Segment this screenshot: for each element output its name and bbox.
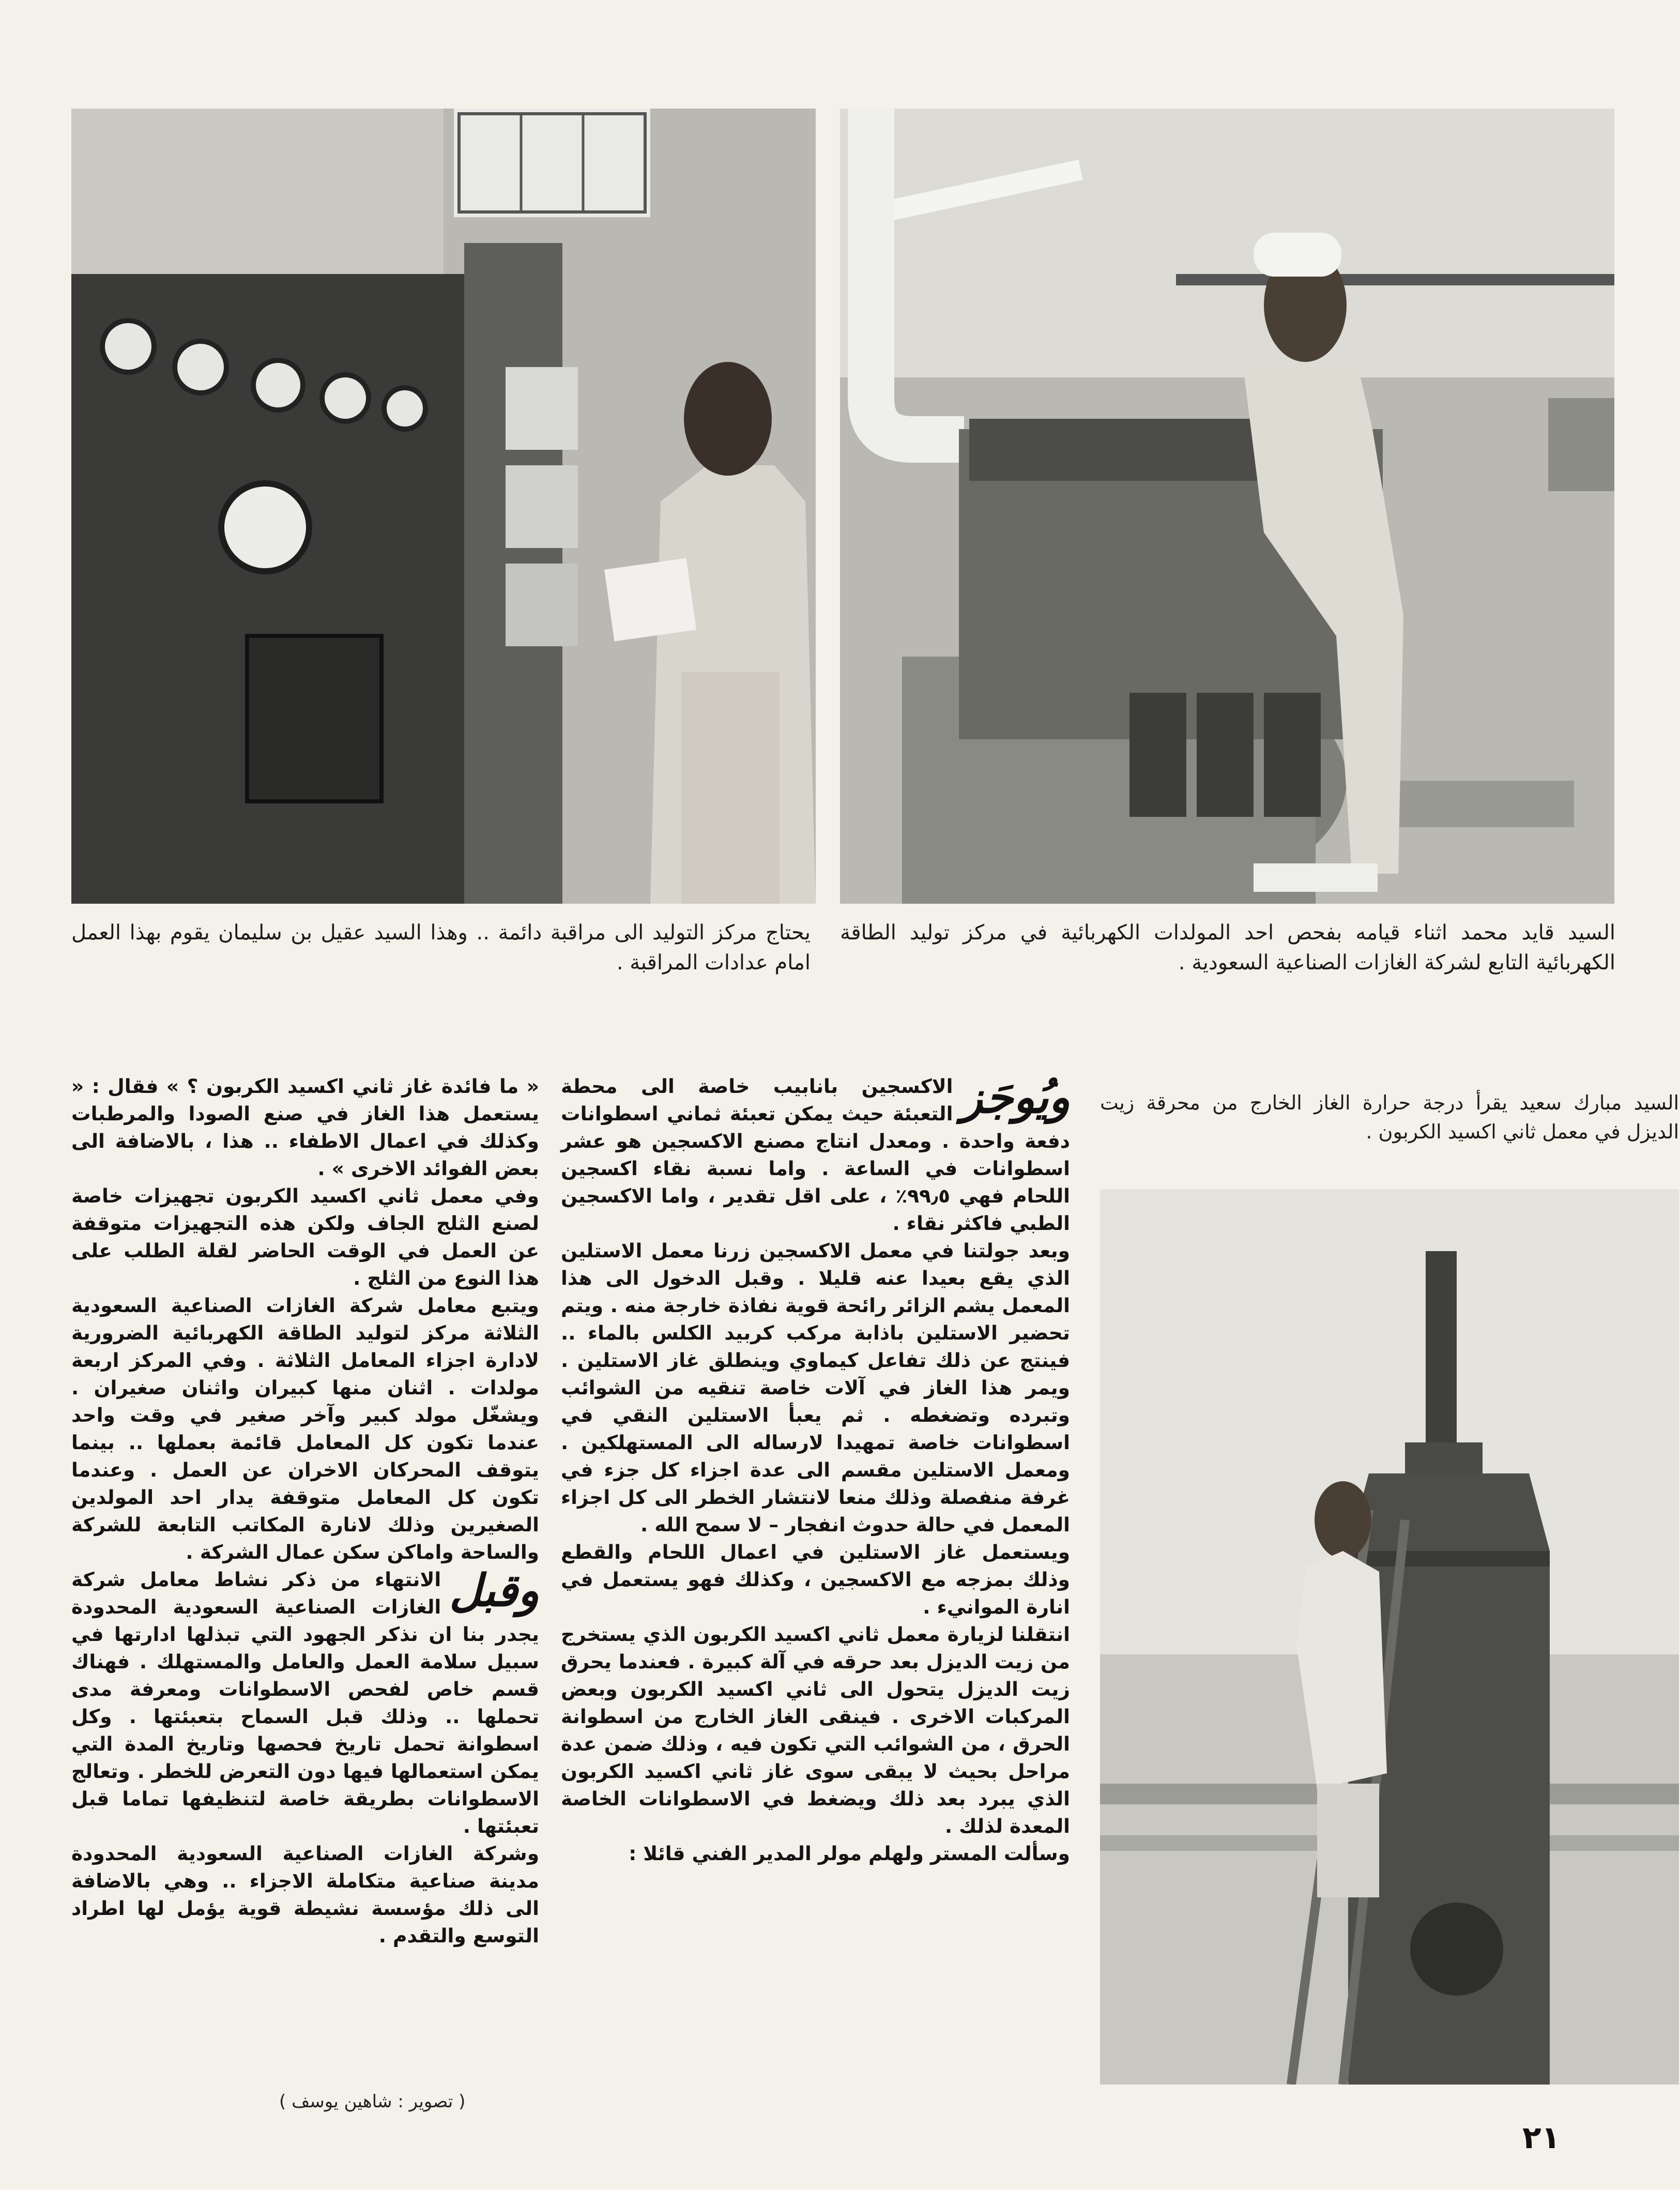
caption-generator: السيد قايد محمد اثناء قيامه بفحص احد المولدات الكهربائية في مركز توليد الطاقة الكهربائية التابع لشركة الغازات الصناعية السعودية .	[840, 921, 1615, 975]
paragraph: وفي معمل ثاني اكسيد الكربون تجهيزات خاصة لصنع الثلج الجاف ولكن هذه التجهيزات متوقفة عن العمل في الوقت الحاضر لقلة الطلب على هذا النوع من الثلج .	[71, 1184, 539, 1289]
drop-initial-middle: ويُوجَز	[961, 1071, 1070, 1123]
photo-generator	[840, 109, 1614, 904]
paragraph: انتقلنا لزيارة معمل ثاني اكسيد الكربون الذي يستخرج من زيت الديزل بعد حرقه في آلة كبيرة . فعندما يحرق زيت الديزل يتحول الى ثاني اكسيد الكربون وبعض المركبات الاخرى . فينقى الغاز الخارج من اسطوانة الحرق ، من الشوائب التي تكون فيه ، وذلك ضمن عدة مراحل بحيث لا يبقى سوى غاز ثاني اكسيد الكربون الذي يبرد بعد ذلك ويضغط في الاسطوانات الخاصة المعدة لذلك .	[561, 1623, 1070, 1837]
drop-initial-left: وقبل	[449, 1564, 539, 1617]
paragraph: وشركة الغازات الصناعية السعودية المحدودة مدينة صناعية متكاملة الاجزاء .. وهي بالاضافة الى ذلك مؤسسة نشيطة قوية يؤمل لها اطراد التوسع والتقدم .	[71, 1842, 539, 1947]
article-column-middle	[561, 1073, 1070, 1867]
paragraph: وبعد جولتنا في معمل الاكسجين زرنا معمل الاستلين الذي يقع بعيدا عنه قليلا . وقبل الدخول الى هذا المعمل يشم الزائر رائحة قوية نفاذة خارجة منه . ويتم تحضير الاستلين باذابة مركب كربيد الكلس بالماء .. فينتج عن ذلك تفاعل كيماوي وينطلق غاز الاستلين . ويمر هذا الغاز في آلات خاصة تنقيه من الشوائب وتبرده وتضغطه . ثم يعبأ الاستلين النقي في اسطوانات خاصة تمهيدا لارساله الى المستهلكين . ومعمل الاستلين مقسم الى عدة اجزاء كل جزء في غرفة منفصلة وذلك منعا لانتشار الخطر الى كل اجزاء المعمل في حالة حدوث انفجار – لا سمح الله .	[561, 1239, 1070, 1536]
photo-control-room	[71, 109, 816, 904]
article-column-left	[71, 1073, 539, 1950]
page-number: ٢١	[1522, 2120, 1561, 2156]
paragraph: ويتبع معامل شركة الغازات الصناعية السعودية الثلاثة مركز لتوليد الطاقة الكهربائية الضرورية لادارة اجزاء المعامل الثلاثة . وفي المركز اربعة مولدات . اثنان منها كبيران واثنان صغيران . ويشغّل مولد كبير وآخر صغير في وقت واحد عندما تكون كل المعامل قائمة بعملها .. بينما يتوقف المحركان الاخران عن العمل . وعندما تكون كل المعامل متوقفة يدار احد المولدين الصغيرين وذلك لانارة المكاتب التابعة للشركة والساحة واماكن سكن عمال الشركة .	[71, 1294, 539, 1563]
paragraph: وسألت المستر ولهلم مولر المدير الفني قائلا :	[629, 1842, 1070, 1865]
photo-tank	[1100, 1189, 1679, 2085]
photo-credit: ( تصوير : شاهين يوسف )	[279, 2091, 466, 2112]
paragraph: الانتهاء من ذكر نشاط معامل شركة الغازات الصناعية السعودية المحدودة يجدر بنا ان نذكر الجهود التي تبذلها ادارتها في سبيل سلامة العمل والعامل والمستهلك . فهناك قسم خاص لفحص الاسطوانات ومعرفة مدى تحملها .. وذلك قبل السماح بتعبئتها . وكل اسطوانة تحمل تاريخ فحصها وتاريخ المدة التي يمكن استعمالها فيها دون التعرض للخطر . وتعالج الاسطوانات بطريقة خاصة لتنظيفها تماما قبل تعبئتها .	[71, 1568, 539, 1837]
caption-control-room: يحتاج مركز التوليد الى مراقبة دائمة .. وهذا السيد عقيل بن سليمان يقوم بهذا العمل امام عدادات المراقبة .	[71, 921, 811, 975]
caption-tank: السيد مبارك سعيد يقرأ درجة حرارة الغاز الخارج من محرقة زيت الديزل في معمل ثاني اكسيد الكربون .	[1100, 1091, 1679, 1143]
paragraph: ويستعمل غاز الاستلين في اعمال اللحام والقطع وذلك بمزجه مع الاكسجين ، وكذلك فهو يستعمل في انارة الموانيء .	[561, 1541, 1070, 1618]
paragraph: الاكسجين بانابيب خاصة الى محطة التعبئة حيث يمكن تعبئة ثماني اسطوانات دفعة واحدة . ومعدل انتاج مصنع الاكسجين هو عشر اسطوانات في الساعة . واما نسبة نقاء اكسجين اللحام فهي ٩٩٫٥٪ ، على اقل تقدير ، واما الاكسجين الطبي فاكثر نقاء .	[561, 1075, 1070, 1235]
paragraph: « ما فائدة غاز ثاني اكسيد الكربون ؟ » فقال : « يستعمل هذا الغاز في صنع الصودا والمرطبات وكذلك في اعمال الاطفاء .. هذا ، بالاضافة الى بعض الفوائد الاخرى » .	[71, 1075, 539, 1180]
